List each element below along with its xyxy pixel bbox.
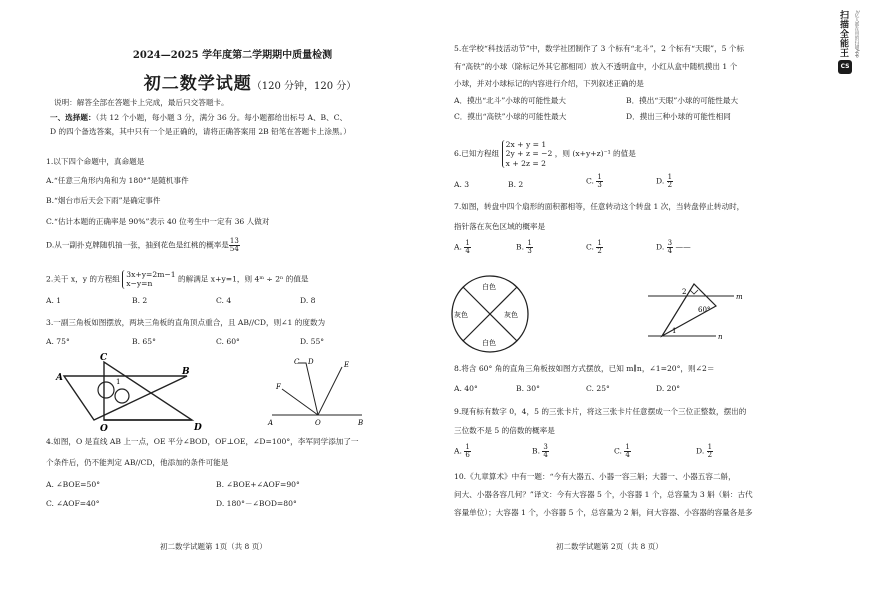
q3-triangle-1: [64, 376, 187, 420]
q6-c-den: 3: [597, 181, 602, 189]
section-1-heading: 一、选择题：: [50, 113, 96, 122]
q9-a-label: A.: [454, 446, 462, 456]
q1-frac-den: 54: [229, 245, 239, 253]
q3-option-c: C. 60°: [216, 337, 240, 346]
spinner-sector-bottom: 白色: [482, 339, 496, 347]
q6-pre: 6.已知方程组: [454, 149, 500, 159]
q4-label-o: O: [315, 419, 321, 427]
q6-d-num: 1: [667, 173, 673, 181]
q7-b-label: B.: [516, 242, 524, 252]
q4-label-f: F: [276, 383, 281, 391]
q3-label-1: 1: [116, 378, 121, 386]
q8-label-m: m: [736, 293, 743, 301]
q4-label-b: B: [358, 419, 364, 427]
q9-option-a: [454, 444, 471, 459]
q8-option-a: A. 40°: [454, 384, 478, 393]
q9-c-label: C.: [614, 446, 622, 456]
q5-option-c: C．摸出“高铁”小球的可能性最大: [454, 112, 567, 121]
q1-frac-num: 13: [229, 237, 239, 245]
q1-option-d: [46, 238, 240, 253]
instruction: 说明：解答全部在答题卡上完成，最后只交答题卡。: [54, 98, 229, 107]
q7-option-c: [586, 240, 603, 255]
q9-b-frac: [542, 444, 548, 459]
q3-figure: [52, 352, 232, 432]
q5-option-a: A．摸出“北斗”小球的可能性最大: [454, 96, 566, 105]
q6-option-b: B. 2: [508, 180, 524, 189]
section-1-desc2: D 的四个备选答案，其中只有一个是正确的，请将正确答案用 2B 铅笔在答题卡上涂黑。）: [50, 127, 351, 136]
q1-fraction: [229, 238, 240, 253]
q9-b-label: B.: [532, 446, 540, 456]
q8-label-1: 1: [672, 327, 677, 335]
q1-option-a: A.“任意三角形内角和为 180°”是随机事件: [46, 176, 189, 185]
q7-b-frac: [526, 240, 532, 255]
spinner-sector-left: 灰色: [454, 311, 468, 319]
q3-label-b: B: [182, 367, 190, 377]
q9-option-c: [614, 444, 631, 459]
time-score: （120 分钟，120 分）: [251, 81, 357, 92]
q5-line-3: 小球，并对小球标记的内容进行介绍，下列叙述正确的是: [454, 79, 644, 88]
q3-option-b: B. 65°: [132, 337, 156, 346]
q9-c-frac: [624, 444, 630, 459]
q7-a-frac: [464, 240, 470, 255]
q6-c-num: 1: [597, 173, 602, 181]
footer-page-1: 初二数学试题第 1页（共 8 页）: [160, 542, 267, 551]
q8-label-60: 60°: [698, 306, 711, 314]
q10-line-2: 问大、小器各容几何？”译文：今有大容器 5 个，小容器 1 个，总容量为 3 斛（斛：古代: [454, 490, 753, 499]
q9-a-frac: [464, 444, 470, 459]
section-1-desc1: （共 12 个小题，每小题 3 分，满分 36 分。每小题都给出标号 A、B、C、: [95, 113, 348, 122]
q9-b-den: 4: [543, 451, 548, 459]
q7-d-frac: [667, 240, 673, 255]
q4-figure: [266, 355, 366, 430]
brand-name: 扫描全能王: [838, 10, 848, 58]
brand-sub: 3亿人都在用的扫描App: [854, 10, 859, 58]
q8-right-angle-mark: [690, 290, 698, 294]
q7-line-1: 7.如图，转盘中四个扇形的面积都相等，任意转动这个转盘 1 次，当转盘停止转动时，: [454, 202, 745, 211]
q6-option-a: A. 3: [454, 180, 470, 189]
q2-option-a: A. 1: [46, 296, 62, 305]
q7-a-den: 4: [465, 247, 470, 255]
q4-option-b: B. ∠BOE+∠AOF=90°: [216, 480, 300, 489]
q7-b-num: 1: [527, 239, 532, 247]
q6-post: ，则 (x+y+z)⁻¹ 的值是: [554, 149, 636, 159]
q9-line-1: 9.现有标有数字 0，4，5 的三张卡片，将这三张卡片任意摆成一个三位正整数，摆出的: [454, 407, 747, 416]
q4-stem-2: 个条件后，仍不能判定 AB//CD，他添加的条件可能是: [46, 458, 229, 467]
q6-d-den: 2: [667, 181, 673, 189]
q2-option-c: C. 4: [216, 296, 232, 305]
cs-logo-icon: CS: [838, 60, 852, 74]
q6-eq2: 2y + z = −2: [505, 149, 553, 159]
q6-stem: [454, 140, 636, 168]
q9-option-b: [532, 444, 549, 459]
q7-spinner: [448, 272, 532, 356]
q2-stem: [46, 270, 309, 289]
q8-label-2: 2: [682, 288, 687, 296]
q3-stem: 3.一副三角板如图摆放，两块三角板的直角顶点重合，且 AB//CD，则∠1 的度数为: [46, 318, 326, 327]
subject-name: 初二数学试题: [143, 74, 252, 94]
q5-option-d: D．摸出三种小球的可能性相同: [626, 112, 731, 121]
subject-title: [100, 74, 400, 96]
q1-option-b: B.“烟台市后天会下雨”是确定事件: [46, 196, 161, 205]
q8-option-d: D. 20°: [656, 384, 681, 393]
q2-eq2: x−y=n: [126, 279, 153, 289]
q9-d-label: D.: [696, 446, 705, 456]
q7-c-frac: [596, 240, 602, 255]
q2-eq1: 3x+y=2m−1: [126, 270, 176, 279]
q6-c-frac: [596, 174, 602, 189]
q8-stem: 8.将含 60° 角的直角三角板按如图方式摆放，已知 m∥n，∠1=20°，则∠2＝: [454, 364, 715, 373]
q4-ray-oe: [318, 367, 342, 415]
q9-b-num: 3: [543, 443, 548, 451]
q6-d-frac: [667, 174, 673, 189]
q7-c-num: 1: [597, 239, 602, 247]
q8-option-b: B. 30°: [516, 384, 540, 393]
q9-c-num: 1: [625, 443, 630, 451]
q9-d-den: 2: [707, 451, 713, 459]
q7-a-num: 1: [465, 239, 470, 247]
q1-option-d-text: D.从一副扑克牌随机抽一张，抽到花色是红桃的概率是: [46, 240, 229, 250]
footer-page-2: 初二数学试题第 2页（共 8 页）: [556, 542, 663, 551]
q3-label-c: C: [100, 353, 108, 363]
q10-line-1: 10.《九章算术》中有一题：“今有大器五、小器一容三斛；大器一、小器五容二斛，: [454, 472, 736, 481]
q9-line-2: 三位数不是 5 的倍数的概率是: [454, 426, 555, 435]
q2-post: 的解满足 x+y=1，则 4ᵐ ÷ 2ⁿ 的值是: [178, 274, 309, 284]
spinner-sector-right: 灰色: [504, 311, 518, 319]
q1-stem: 1.以下四个命题中，真命题是: [46, 157, 145, 166]
q8-option-c: C. 25°: [586, 384, 610, 393]
spinner-sector-top: 白色: [482, 283, 496, 291]
q8-label-n: n: [718, 333, 723, 341]
q5-line-1: 5.在学校“科技活动节”中，数学社团制作了 3 个标有“北斗”，2 个标有“天眼”，5 个标: [454, 44, 745, 53]
q6-eq3: x + 2z = 2: [505, 158, 546, 168]
q2-system: [122, 270, 175, 289]
q4-label-a: A: [268, 419, 274, 427]
q6-c-label: C.: [586, 176, 594, 186]
q3-option-d: D. 55°: [300, 337, 325, 346]
q9-option-d: [696, 444, 713, 459]
q9-a-den: 6: [465, 451, 470, 459]
q3-circle-2: [115, 389, 129, 403]
camscanner-watermark: [836, 8, 864, 98]
q3-label-d: D: [194, 423, 202, 433]
exam-title: 2024—2025 学年度第二学期期中质量检测: [132, 50, 333, 61]
q2-option-d: D. 8: [300, 296, 316, 305]
q4-stem-1: 4.如图，O 是直线 AB 上一点，OE 平分∠BOD，OF⊥OE，∠D=100°，李军同学添加了一: [46, 437, 359, 446]
q4-option-a: A. ∠BOE=50°: [46, 480, 100, 489]
q1-option-c: C.“估计本题的正确率是 90%”表示 40 位考生中一定有 36 人做对: [46, 217, 270, 226]
q2-pre: 2.关于 x，y 的方程组: [46, 274, 120, 284]
q7-option-b: [516, 240, 533, 255]
q7-a-label: A.: [454, 242, 462, 252]
q9-d-num: 1: [707, 443, 713, 451]
q2-option-b: B. 2: [132, 296, 148, 305]
q3-label-o: O: [100, 424, 108, 434]
q6-option-c: [586, 174, 603, 189]
section-1-desc-line1: [50, 113, 347, 123]
q4-option-d: D. 180°－∠BOD=80°: [216, 499, 297, 508]
q4-label-c: C: [294, 358, 300, 366]
q8-figure: [646, 276, 756, 346]
q6-eq1: 2x + y = 1: [505, 140, 547, 149]
q7-c-label: C.: [586, 242, 594, 252]
q7-line-2: 指针落在灰色区域的概率是: [454, 222, 546, 231]
q7-d-num: 3: [667, 239, 673, 247]
q7-c-den: 2: [597, 247, 602, 255]
q9-c-den: 4: [625, 451, 630, 459]
q7-b-den: 3: [527, 247, 532, 255]
q6-option-d: [656, 174, 673, 189]
q3-circle-1: [98, 382, 114, 398]
q9-d-frac: [707, 444, 713, 459]
q4-label-d: D: [308, 358, 314, 366]
q7-option-a: [454, 240, 471, 255]
q5-line-2: 有“高铁”的小球（除标记外其它都相同）放入不透明盒中，小红从盒中随机摸出 1 个: [454, 62, 738, 71]
q9-a-num: 1: [465, 443, 470, 451]
q6-system: [502, 140, 553, 168]
q7-d-label: D.: [656, 242, 665, 252]
q7-option-d: D. $\frac{3}{4}$ ——: [656, 239, 691, 255]
q5-option-b: B．摸出“天眼”小球的可能性最大: [626, 96, 739, 105]
q3-label-a: A: [56, 373, 63, 383]
q10-line-3: 容量单位）；大容器 1 个，小容器 5 个，总容量为 2 斛，问大容器、小容器的容量各是多: [454, 508, 753, 517]
q7-d-den: 4: [667, 247, 673, 255]
q4-option-c: C. ∠AOF=40°: [46, 499, 100, 508]
q3-option-a: A. 75°: [46, 337, 70, 346]
q6-d-label: D.: [656, 176, 665, 186]
q4-label-e: E: [344, 361, 350, 369]
